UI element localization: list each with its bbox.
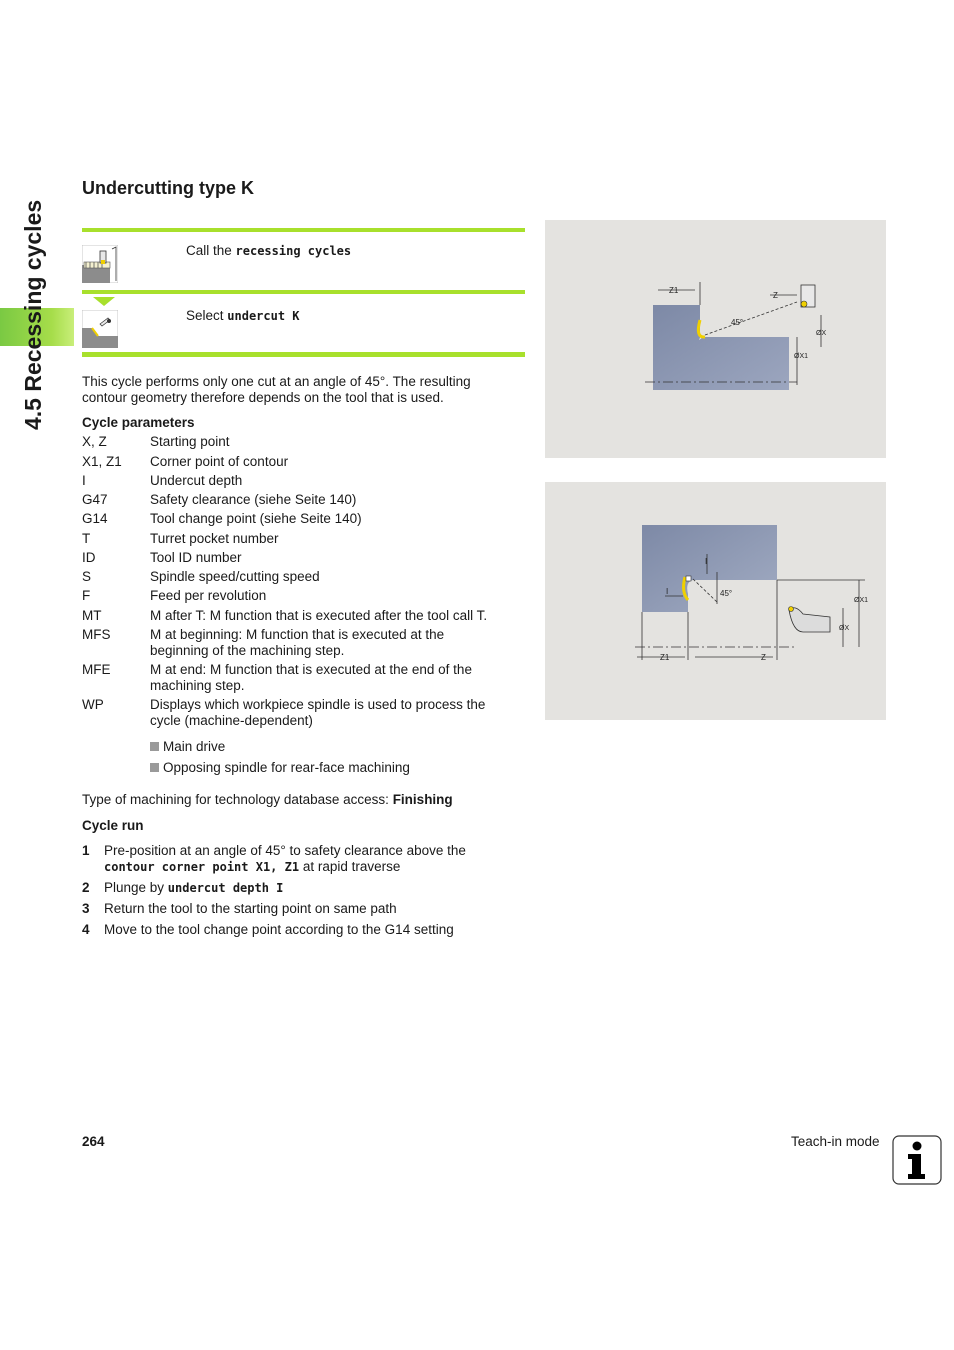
diameter-x1-label: ØX1 — [794, 353, 809, 360]
z-label: Z — [773, 291, 778, 300]
list-item: Main drive — [150, 739, 225, 754]
chapter-tab-label: 4.5 Recessing cycles — [20, 199, 46, 430]
step-2-text: Select undercut K — [186, 308, 300, 323]
diameter-x-label: ØX — [816, 330, 827, 337]
undercut-depth-label-left: I — [666, 587, 669, 596]
step-divider-top — [82, 228, 525, 232]
undercut-diagram-2 — [545, 482, 886, 720]
z1-label: Z1 — [660, 653, 670, 662]
diameter-x-label: ØX — [839, 625, 850, 632]
step-divider-bottom — [82, 352, 525, 357]
undercut-k-softkey-icon — [82, 310, 118, 348]
cycle-run-heading: Cycle run — [82, 818, 144, 833]
page-number: 264 — [82, 1134, 105, 1149]
bullet-square-icon — [150, 763, 159, 772]
z-label: Z — [761, 653, 766, 662]
step-divider-middle — [82, 290, 525, 294]
step-1-text: Call the recessing cycles — [186, 243, 352, 258]
z1-label: Z1 — [669, 286, 679, 295]
list-item: Opposing spindle for rear-face machining — [150, 760, 410, 775]
undercut-diagram-1 — [545, 220, 886, 458]
arrow-down-icon — [93, 293, 115, 311]
angle-label: 45° — [731, 318, 744, 327]
footer-mode-label: Teach-in mode — [791, 1134, 880, 1149]
undercut-k-code: undercut K — [227, 309, 300, 323]
angle-label: 45° — [720, 589, 733, 598]
diameter-x1-label: ØX1 — [854, 597, 869, 604]
bullet-square-icon — [150, 742, 159, 751]
recessing-cycles-code: recessing cycles — [235, 244, 352, 258]
info-icon — [892, 1135, 942, 1185]
machining-type-line: Type of machining for technology database access: Finishing — [82, 792, 453, 807]
recessing-cycles-softkey-icon — [82, 245, 118, 283]
cycle-parameters-heading: Cycle parameters — [82, 415, 195, 430]
undercut-depth-label-top: I — [705, 557, 708, 566]
intro-paragraph: This cycle performs only one cut at an angle of 45°. The resulting contour geometry therefore depends on the tool that is used. — [82, 374, 471, 405]
section-title: Undercutting type K — [82, 178, 255, 198]
